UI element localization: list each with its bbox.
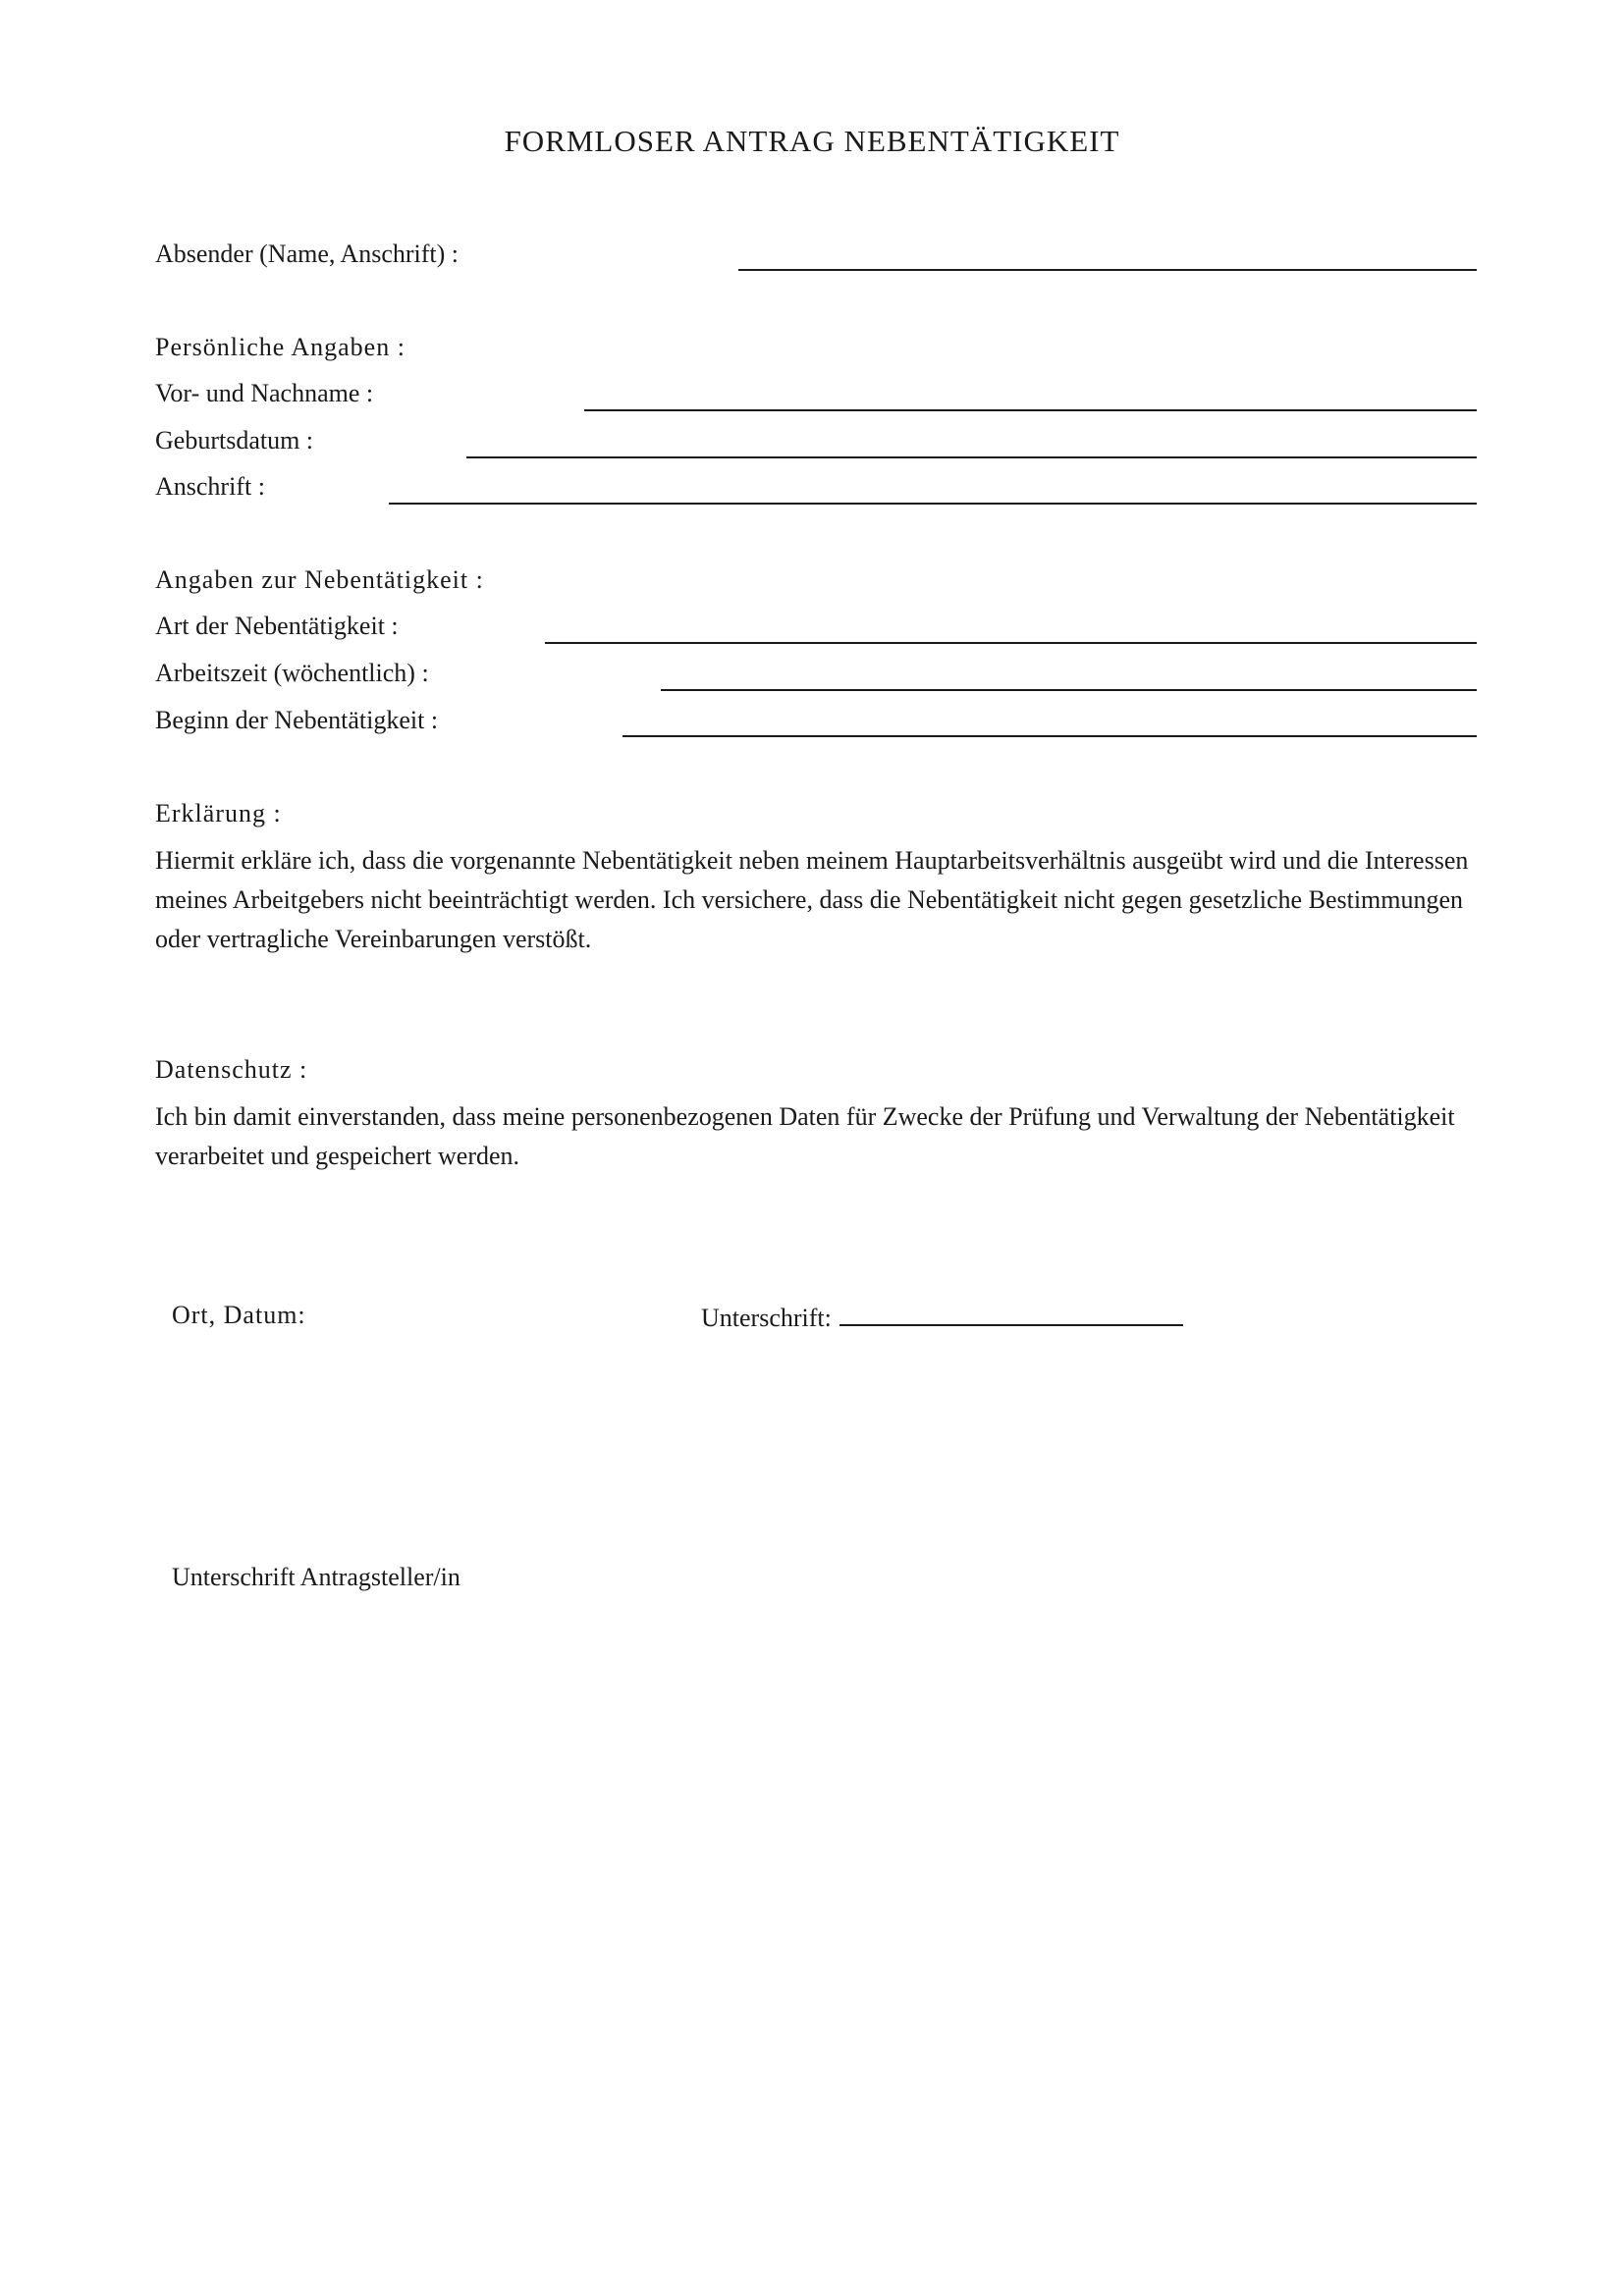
signature-row (701, 1301, 1183, 1333)
address-label: Anschrift : (155, 472, 265, 501)
name-label: Vor- und Nachname : (155, 379, 374, 407)
start-date-label: Beginn der Nebentätigkeit : (155, 706, 439, 734)
side-job-heading: Angaben zur Nebentätigkeit : (155, 565, 484, 594)
document-title: FORMLOSER ANTRAG NEBENTÄTIGKEIT (504, 124, 1120, 158)
applicant-signature-label: Unterschrift Antragsteller/in (172, 1563, 460, 1591)
personal-heading: Persönliche Angaben : (155, 333, 406, 361)
sender-field-line[interactable] (738, 269, 1477, 271)
declaration-heading: Erklärung : (155, 799, 282, 828)
declaration-text: Hiermit erkläre ich, dass die vorgenannte Nebentätigkeit neben meinem Hauptarbeitsverhältnis ausgeübt wird und die Interessen meines Arbeitgebers nicht beeinträchtigt werden. Ich versichere, dass die Nebentätigkeit nicht gegen gesetzliche Bestimmungen oder vertragliche Vereinbarungen verstößt. (155, 846, 1469, 953)
signature-label: Unterschrift: (701, 1304, 832, 1332)
weekly-hours-label: Arbeitszeit (wöchentlich) : (155, 659, 429, 687)
side-job-type-field-line[interactable] (545, 642, 1477, 644)
address-field-line[interactable] (389, 503, 1477, 505)
privacy-text: Ich bin damit einverstanden, dass meine personenbezogenen Daten für Zwecke der Prüfung und Verwaltung der Nebentätigkeit verarbeitet und gespeichert werden. (155, 1102, 1455, 1170)
place-date-label: Ort, Datum: (172, 1301, 306, 1329)
signature-field-line[interactable] (839, 1301, 1183, 1326)
birthdate-field-line[interactable] (466, 456, 1477, 458)
side-job-type-label: Art der Nebentätigkeit : (155, 612, 399, 640)
weekly-hours-field-line[interactable] (661, 689, 1477, 691)
start-date-field-line[interactable] (623, 735, 1477, 737)
birthdate-label: Geburtsdatum : (155, 426, 314, 454)
name-field-line[interactable] (584, 409, 1477, 411)
privacy-heading: Datenschutz : (155, 1055, 308, 1084)
sender-label: Absender (Name, Anschrift) : (155, 240, 460, 268)
